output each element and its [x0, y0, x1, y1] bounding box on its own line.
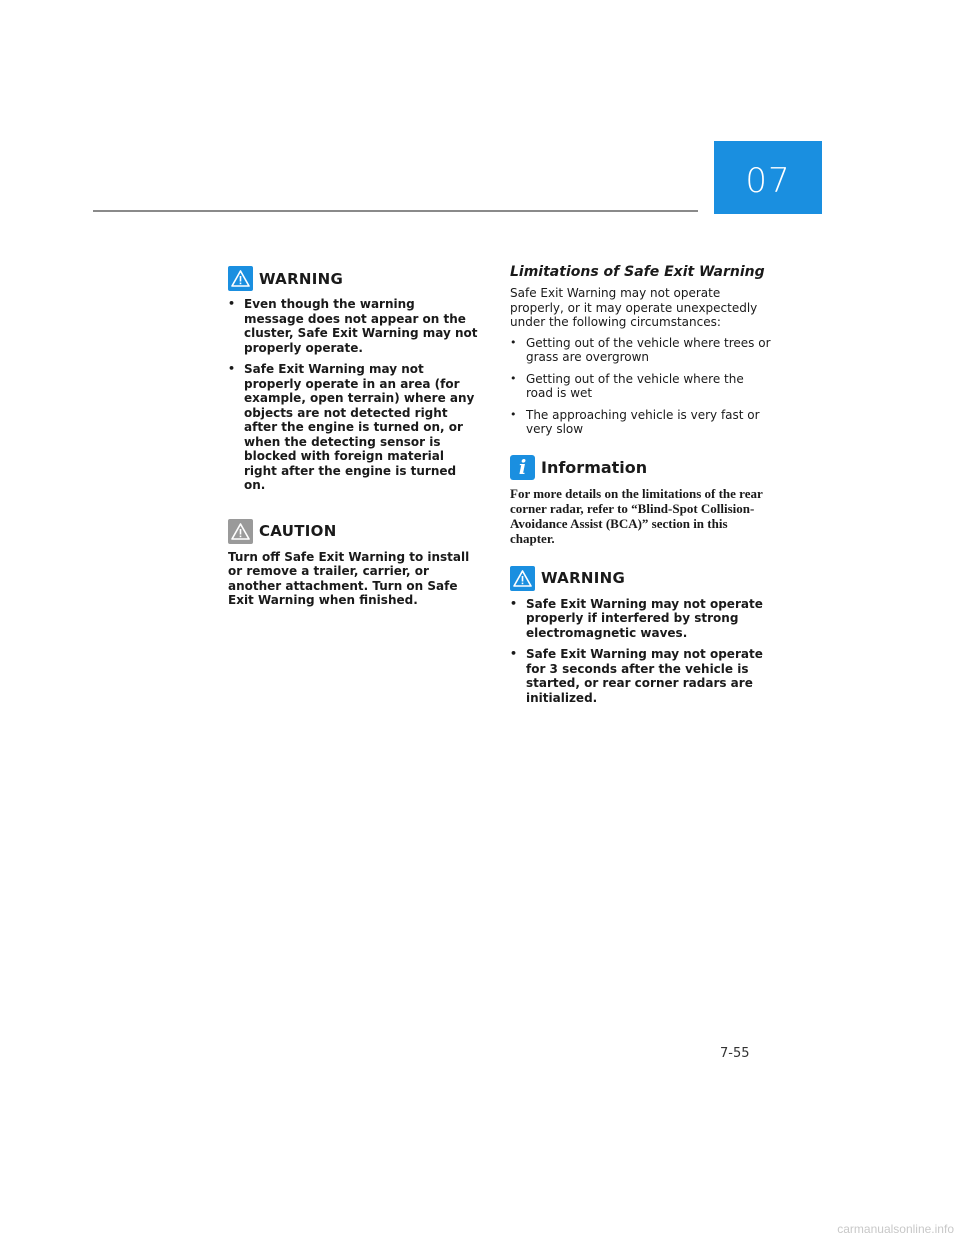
watermark: carmanualsonline.info — [837, 1222, 954, 1236]
warning-heading — [510, 566, 772, 591]
information-box — [510, 455, 772, 546]
list-item: • Getting out of the vehicle where the road is wet — [510, 372, 772, 401]
left-column — [228, 266, 478, 608]
list-item: • The approaching vehicle is very fast or very slow — [510, 408, 772, 437]
circumstances-list — [510, 336, 772, 437]
list-item: • Safe Exit Warning may not properly operate in an area (for example, open terrain) where any objects are not detected right after the engine is turned on, or when the detecting sensor is blocked with foreign material right after the engine is turned on. — [228, 362, 478, 493]
warning-list — [510, 597, 772, 706]
warning-triangle-icon — [510, 566, 535, 591]
caution-triangle-icon — [228, 519, 253, 544]
warning-title: WARNING — [259, 269, 344, 288]
warning-heading — [228, 266, 478, 291]
warning-triangle-icon — [228, 266, 253, 291]
info-icon: i — [510, 455, 535, 480]
caution-text: Turn off Safe Exit Warning to install or remove a trailer, carrier, or another attachment. Turn on Safe Exit Warning when finished. — [228, 549, 470, 607]
list-item: • Safe Exit Warning may not operate for 3 seconds after the vehicle is started, or rear corner radars are initialized. — [510, 647, 772, 705]
information-title: Information — [541, 457, 648, 477]
information-heading — [510, 455, 772, 480]
list-item: • Safe Exit Warning may not operate properly if interfered by strong electromagnetic waves. — [510, 597, 772, 641]
caution-title: CAUTION — [259, 522, 337, 540]
warning-box-left — [228, 266, 478, 493]
header-rule — [93, 210, 698, 212]
caution-box — [228, 519, 478, 608]
section-title: Limitations of Safe Exit Warning — [510, 264, 765, 280]
warning-list — [228, 297, 478, 493]
page-number: 7-55 — [720, 1046, 750, 1061]
caution-heading — [228, 519, 478, 544]
right-column — [510, 264, 772, 712]
intro-paragraph: Safe Exit Warning may not operate properly, or it may operate unexpectedly under the following circumstances: — [510, 286, 758, 329]
list-item: • Getting out of the vehicle where trees or grass are overgrown — [510, 336, 772, 365]
chapter-number: 07 — [745, 160, 791, 201]
warning-box-right — [510, 566, 772, 706]
chapter-tab — [714, 141, 822, 214]
information-text: For more details on the limitations of the rear corner radar, refer to “Blind-Spot Collision-Avoidance Assist (BCA)” section in this chapter. — [510, 485, 763, 546]
list-item: • Even though the warning message does not appear on the cluster, Safe Exit Warning may not properly operate. — [228, 297, 478, 355]
warning-title: WARNING — [541, 569, 626, 587]
